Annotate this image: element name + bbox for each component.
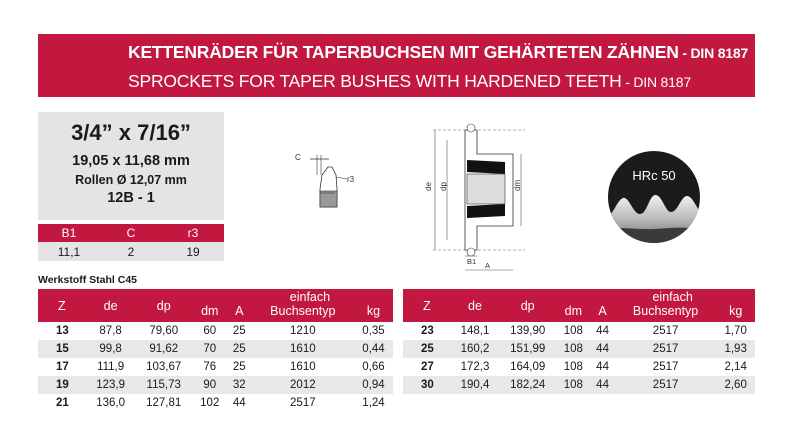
cell-dm: 60 [203, 325, 217, 337]
header-de: de [451, 289, 499, 322]
header-buchsentyp: Buchsentyp [615, 304, 716, 322]
header-dp: dp [135, 289, 193, 322]
cell-de: 172,3 [460, 361, 490, 373]
value-c: 2 [127, 245, 135, 259]
cell-kg: 1,93 [716, 340, 755, 358]
cell-z: 17 [56, 361, 69, 373]
chain-size-mm: 19,05 x 11,68 mm [72, 153, 190, 169]
header-a: A [590, 304, 615, 322]
cell-dp: 164,09 [510, 361, 546, 373]
table-row [38, 322, 393, 340]
teeth-shadow [607, 228, 701, 244]
cell-dp: 79,60 [149, 325, 179, 337]
cell-a: 44 [596, 361, 609, 373]
cell-de: 148,1 [460, 325, 490, 337]
header-de: de [86, 289, 134, 322]
header-einfach: einfach [227, 289, 393, 304]
table-row [403, 322, 755, 340]
cell-dp: 139,90 [510, 325, 546, 337]
cell-kg: 1,70 [724, 325, 747, 337]
cell-z: 15 [38, 340, 86, 358]
header-kg: kg [716, 304, 755, 322]
cell-z: 23 [421, 325, 434, 337]
cell-buchsentyp: 2517 [290, 397, 316, 409]
table-row [403, 376, 755, 394]
table-row [38, 376, 393, 394]
r3-leader [336, 177, 347, 179]
hardness-label: HRc 50 [632, 168, 676, 183]
cell-de: 190,4 [451, 376, 499, 394]
cell-a: 25 [232, 325, 246, 337]
sprocket-section-drawing [405, 118, 535, 278]
cell-kg: 2,14 [724, 361, 747, 373]
header-dp: dp [499, 289, 556, 322]
header-r3: r3 [187, 226, 199, 240]
table-row [38, 340, 393, 358]
table-row [38, 394, 393, 412]
tooth-table-row [38, 242, 224, 262]
roller-diameter: Rollen Ø 12,07 mm [75, 173, 187, 187]
cell-de: 99,8 [86, 340, 134, 358]
cell-dm: 108 [556, 340, 590, 358]
tooth-table-header [38, 224, 224, 242]
cell-de: 111,9 [97, 361, 125, 373]
header-blank [556, 289, 590, 304]
cell-a: 44 [590, 340, 615, 358]
cell-a: 44 [596, 325, 609, 337]
header-blank [193, 289, 227, 304]
hub-section [467, 174, 505, 204]
table-row [38, 358, 393, 376]
cell-z: 27 [421, 361, 434, 373]
label-r3: r3 [347, 175, 355, 184]
cell-dm: 102 [200, 397, 220, 409]
cell-buchsentyp: 1610 [290, 361, 316, 373]
cell-kg: 1,24 [362, 397, 385, 409]
cell-z: 19 [38, 376, 86, 394]
label-de: de [424, 182, 433, 191]
cell-dm: 76 [203, 361, 217, 373]
cell-dm: 90 [193, 376, 227, 394]
cell-dm: 70 [193, 340, 227, 358]
cell-dp: 127,81 [146, 397, 182, 409]
cell-dp: 103,67 [146, 361, 182, 373]
header-dm: dm [193, 304, 227, 322]
cell-kg: 0,35 [362, 325, 385, 337]
header-einfach: einfach [590, 289, 755, 304]
header-buchsentyp: Buchsentyp [252, 304, 354, 322]
cell-dp: 91,62 [135, 340, 193, 358]
title-german: KETTENRÄDER FÜR TAPERBUCHSEN MIT GEHÄRTETEN ZÄHNEN - DIN 8187 [128, 42, 749, 62]
tooth-tip-bottom [467, 248, 475, 256]
chain-size-panel [38, 112, 224, 220]
chain-size-inch: 3/4” x 7/16” [71, 120, 191, 145]
table-header-row [38, 289, 393, 304]
cell-buchsentyp: 2517 [615, 376, 716, 394]
header-z: Z [403, 289, 451, 322]
cell-de: 87,8 [99, 325, 122, 337]
cell-de: 160,2 [451, 340, 499, 358]
cell-a: 25 [232, 361, 246, 373]
cell-kg: 0,44 [354, 340, 393, 358]
cell-dm: 108 [563, 361, 583, 373]
cell-z: 13 [56, 325, 69, 337]
cell-a: 25 [227, 340, 252, 358]
label-dm: dm [513, 179, 522, 191]
hardened-teeth-photo [607, 150, 701, 244]
cell-buchsentyp: 2517 [652, 325, 679, 337]
header-b1: B1 [61, 226, 77, 240]
cell-dp: 115,73 [135, 376, 193, 394]
tooth-dimension-table [38, 224, 224, 262]
header-dm: dm [556, 304, 590, 322]
header-a: A [227, 304, 252, 322]
cell-a: 44 [232, 397, 246, 409]
cell-dm: 108 [556, 376, 590, 394]
cell-dm: 108 [563, 325, 583, 337]
table-row [403, 340, 755, 358]
tooth-profile-drawing [285, 145, 365, 215]
cell-buchsentyp: 2012 [252, 376, 354, 394]
material-label: Werkstoff Stahl C45 [38, 274, 137, 286]
header-banner [38, 34, 755, 97]
cell-buchsentyp: 1610 [252, 340, 354, 358]
tooth-hardened-area [320, 191, 337, 207]
header-kg: kg [354, 304, 393, 322]
cell-z: 25 [403, 340, 451, 358]
cell-dp: 151,99 [499, 340, 556, 358]
sprocket-table-right [403, 289, 755, 394]
sprocket-table-left [38, 289, 393, 412]
bore-section [467, 204, 505, 218]
cell-buchsentyp: 1210 [290, 325, 316, 337]
title-english: SPROCKETS FOR TAPER BUSHES WITH HARDENED TEETH - DIN 8187 [128, 71, 691, 91]
cell-buchsentyp: 2517 [652, 361, 679, 373]
cell-kg: 2,60 [716, 376, 755, 394]
bore-section [467, 160, 505, 174]
value-b1: 11,1 [57, 245, 81, 259]
label-a: A [485, 261, 491, 270]
cell-a: 32 [227, 376, 252, 394]
header-z: Z [38, 289, 86, 322]
cell-dp: 182,24 [499, 376, 556, 394]
cell-kg: 0,94 [354, 376, 393, 394]
label-b1: B1 [467, 257, 477, 266]
chain-code: 12B - 1 [107, 190, 155, 206]
cell-buchsentyp: 2517 [615, 340, 716, 358]
table-header-row [403, 289, 755, 304]
tooth-tip-top [467, 124, 475, 132]
label-c: C [295, 153, 301, 162]
header-c: C [126, 226, 136, 240]
table-row [403, 358, 755, 376]
cell-a: 44 [590, 376, 615, 394]
label-dp: dp [439, 182, 448, 191]
value-r3: 19 [186, 245, 200, 259]
cell-z: 21 [56, 397, 69, 409]
cell-de: 123,9 [86, 376, 134, 394]
cell-kg: 0,66 [362, 361, 385, 373]
cell-de: 136,0 [96, 397, 125, 409]
cell-z: 30 [403, 376, 451, 394]
